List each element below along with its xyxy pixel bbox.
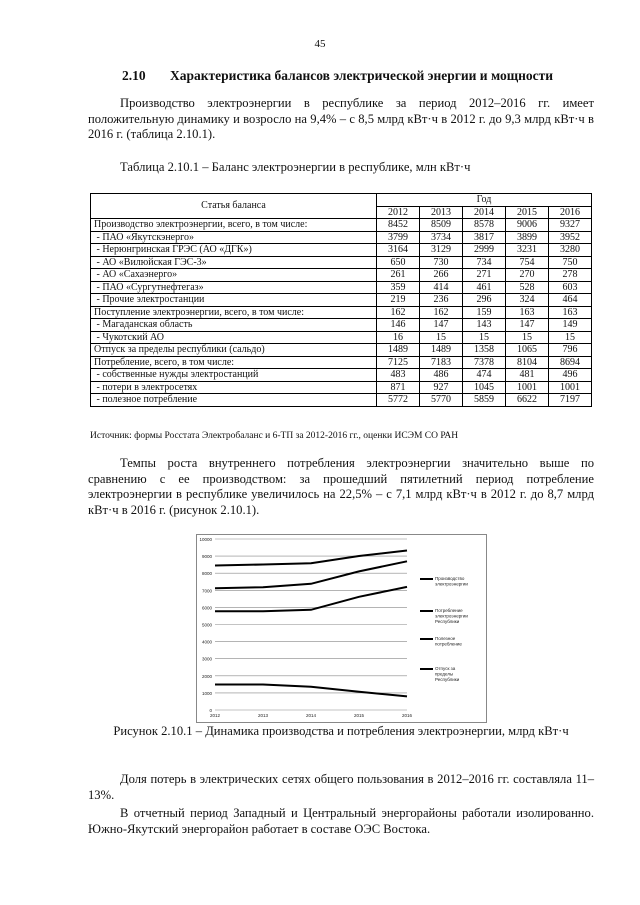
table-source: Источник: формы Росстата Электробаланс и 6-ТП за 2012-2016 гг., оценки ИСЭМ СО РАН [90, 431, 459, 441]
cell-value: 1065 [506, 344, 549, 357]
cell-value: 796 [549, 344, 592, 357]
y-tick-label: 1000 [201, 690, 212, 696]
cell-value: 1001 [506, 381, 549, 394]
cell-value: 8578 [463, 219, 506, 232]
cell-value: 734 [463, 256, 506, 269]
cell-value: 481 [506, 369, 549, 382]
cell-value: 2999 [463, 244, 506, 257]
cell-value: 3952 [549, 231, 592, 244]
cell-value: 261 [377, 269, 420, 282]
row-label: Производство электроэнергии, всего, в том числе: [91, 219, 377, 232]
cell-value: 219 [377, 294, 420, 307]
cell-value: 16 [377, 331, 420, 344]
y-tick-label: 9000 [201, 554, 212, 560]
row-label: - ПАО «Сургутнефтегаз» [91, 281, 377, 294]
x-tick-label: 2016 [401, 713, 413, 718]
paragraph-losses: Доля потерь в электрических сетях общего пользования в 2012–2016 гг. составляла 11–13%. [88, 772, 594, 802]
cell-value: 464 [549, 294, 592, 307]
header-year: Год [377, 194, 592, 207]
section-heading [122, 68, 553, 84]
cell-value: 3899 [506, 231, 549, 244]
cell-value: 146 [377, 319, 420, 332]
paragraph-consumption: Темпы роста внутреннего потребления электроэнергии значительно выше по сравнению с ее производством: за прошедший пятилетний период потребление электроэнергии в республике увеличилось на 22,5% – с 7,1 млрд кВт·ч в 2012 г. до 8,7 млрд кВт·ч в 2016 г. (рисунок 2.10.1). [88, 456, 594, 517]
table-header-row [91, 194, 592, 207]
y-tick-label: 2000 [201, 673, 212, 679]
legend-label: Полезное потребление [435, 636, 462, 647]
line-chart [196, 534, 487, 723]
row-label: - Чукотский АО [91, 331, 377, 344]
row-label: Отпуск за пределы республики (сальдо) [91, 344, 377, 357]
paragraph-regions: В отчетный период Западный и Центральный энергорайоны работали изолированно. Южно-Якутский энергорайон работает в составе ОЭС Востока. [88, 806, 594, 836]
cell-value: 3164 [377, 244, 420, 257]
figure-caption: Рисунок 2.10.1 – Динамика производства и потребления электроэнергии, млрд кВт·ч [113, 724, 569, 738]
cell-value: 7125 [377, 356, 420, 369]
header-item: Статья баланса [91, 194, 377, 219]
cell-value: 278 [549, 269, 592, 282]
section-number: 2.10 [122, 68, 146, 83]
table-row [91, 219, 592, 232]
cell-value: 730 [420, 256, 463, 269]
x-tick-label: 2014 [305, 713, 317, 718]
cell-value: 266 [420, 269, 463, 282]
row-label: - собственные нужды электростанций [91, 369, 377, 382]
cell-value: 3817 [463, 231, 506, 244]
cell-value: 6622 [506, 394, 549, 407]
legend-label: Отпуск за пределы Республики [435, 666, 460, 682]
cell-value: 3799 [377, 231, 420, 244]
cell-value: 3231 [506, 244, 549, 257]
cell-value: 359 [377, 281, 420, 294]
row-label: - АО «Вилюйская ГЭС-3» [91, 256, 377, 269]
cell-value: 324 [506, 294, 549, 307]
cell-value: 147 [506, 319, 549, 332]
cell-value: 7183 [420, 356, 463, 369]
cell-value: 1489 [377, 344, 420, 357]
cell-value: 754 [506, 256, 549, 269]
cell-value: 1045 [463, 381, 506, 394]
row-label: - Прочие электростанции [91, 294, 377, 307]
year-header: 2015 [506, 206, 549, 219]
table-row [91, 344, 592, 357]
cell-value: 163 [549, 306, 592, 319]
table-row [91, 356, 592, 369]
table-caption: Таблица 2.10.1 – Баланс электроэнергии в республике, млн кВт·ч [120, 160, 471, 174]
cell-value: 474 [463, 369, 506, 382]
row-label: - ПАО «Якутскэнерго» [91, 231, 377, 244]
cell-value: 483 [377, 369, 420, 382]
y-tick-label: 10000 [199, 537, 212, 542]
table-row [91, 319, 592, 332]
cell-value: 486 [420, 369, 463, 382]
cell-value: 236 [420, 294, 463, 307]
table-row [91, 306, 592, 319]
table-row [91, 231, 592, 244]
x-tick-label: 2012 [209, 713, 221, 718]
row-label: - Магаданская область [91, 319, 377, 332]
cell-value: 8694 [549, 356, 592, 369]
table-row [91, 269, 592, 282]
y-tick-label: 4000 [201, 639, 212, 645]
y-tick-label: 7000 [201, 588, 212, 594]
balance-table [90, 193, 592, 407]
cell-value: 750 [549, 256, 592, 269]
cell-value: 15 [463, 331, 506, 344]
cell-value: 271 [463, 269, 506, 282]
cell-value: 163 [506, 306, 549, 319]
cell-value: 3280 [549, 244, 592, 257]
series-line [215, 551, 407, 566]
x-tick-label: 2015 [353, 713, 365, 718]
series-line [215, 685, 407, 697]
year-header: 2012 [377, 206, 420, 219]
row-label: Потребление, всего, в том числе: [91, 356, 377, 369]
legend-label: Потребление электроэнергии Республики [435, 608, 468, 624]
table-row [91, 294, 592, 307]
y-tick-label: 0 [209, 708, 212, 713]
row-label: - полезное потребление [91, 394, 377, 407]
cell-value: 1001 [549, 381, 592, 394]
cell-value: 927 [420, 381, 463, 394]
y-tick-label: 6000 [201, 605, 212, 611]
table-row [91, 369, 592, 382]
cell-value: 162 [377, 306, 420, 319]
table-body [91, 219, 592, 407]
year-header: 2014 [463, 206, 506, 219]
cell-value: 8104 [506, 356, 549, 369]
cell-value: 149 [549, 319, 592, 332]
cell-value: 9006 [506, 219, 549, 232]
row-label: Поступление электроэнергии, всего, в том числе: [91, 306, 377, 319]
y-tick-label: 8000 [201, 571, 212, 577]
cell-value: 871 [377, 381, 420, 394]
cell-value: 15 [506, 331, 549, 344]
year-header: 2013 [420, 206, 463, 219]
y-tick-label: 5000 [201, 622, 212, 628]
cell-value: 147 [420, 319, 463, 332]
table-row [91, 244, 592, 257]
cell-value: 461 [463, 281, 506, 294]
page-number: 45 [314, 38, 326, 50]
cell-value: 15 [549, 331, 592, 344]
cell-value: 5859 [463, 394, 506, 407]
cell-value: 162 [420, 306, 463, 319]
cell-value: 5772 [377, 394, 420, 407]
table-row [91, 256, 592, 269]
table-row [91, 394, 592, 407]
cell-value: 5770 [420, 394, 463, 407]
table-row [91, 281, 592, 294]
cell-value: 3129 [420, 244, 463, 257]
cell-value: 296 [463, 294, 506, 307]
section-title: Характеристика балансов электрической энергии и мощности [170, 68, 554, 83]
cell-value: 7197 [549, 394, 592, 407]
cell-value: 3734 [420, 231, 463, 244]
row-label: - Нерюнгринская ГРЭС (АО «ДГК») [91, 244, 377, 257]
cell-value: 143 [463, 319, 506, 332]
cell-value: 496 [549, 369, 592, 382]
cell-value: 8452 [377, 219, 420, 232]
cell-value: 270 [506, 269, 549, 282]
legend-label: Производство электроэнергии [435, 576, 468, 587]
chart-svg [197, 535, 486, 722]
cell-value: 159 [463, 306, 506, 319]
x-tick-label: 2013 [257, 713, 269, 718]
table-row [91, 381, 592, 394]
cell-value: 528 [506, 281, 549, 294]
cell-value: 650 [377, 256, 420, 269]
y-tick-label: 3000 [201, 656, 212, 662]
row-label: - АО «Сахаэнерго» [91, 269, 377, 282]
cell-value: 1358 [463, 344, 506, 357]
paragraph-production: Производство электроэнергии в республике за период 2012–2016 гг. имеет положительную динамику и возросло на 9,4% – с 8,5 млрд кВт·ч в 2012 г. до 9,3 млрд кВт·ч в 2016 г. (таблица 2.10.1). [88, 96, 594, 141]
cell-value: 15 [420, 331, 463, 344]
cell-value: 8509 [420, 219, 463, 232]
cell-value: 7378 [463, 356, 506, 369]
cell-value: 414 [420, 281, 463, 294]
table-row [91, 331, 592, 344]
cell-value: 9327 [549, 219, 592, 232]
cell-value: 603 [549, 281, 592, 294]
cell-value: 1489 [420, 344, 463, 357]
year-header: 2016 [549, 206, 592, 219]
row-label: - потери в электросетях [91, 381, 377, 394]
